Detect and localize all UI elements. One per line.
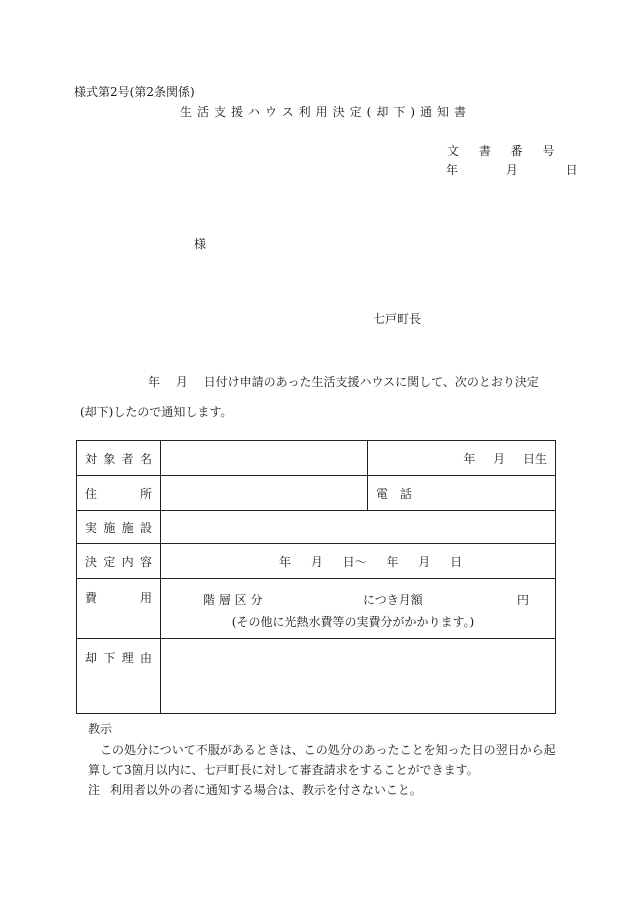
- cost-unit: 円: [517, 593, 530, 607]
- form-number: 様式第2号(第2条関係): [74, 85, 195, 99]
- row-subject: [77, 441, 556, 476]
- cost-monthly-label: につき月額: [363, 593, 423, 607]
- cost-note: (その他に光熱水費等の実費分がかかります。): [231, 615, 475, 629]
- facility-label-cell: [77, 511, 161, 544]
- cost-bracket-label: 階 層 区 分: [203, 593, 263, 607]
- document-title: 生活支援ハウス利用決定(却下)通知書: [180, 105, 472, 119]
- notice-line-1: この処分について不服があるときは、この処分のあったことを知った日の翌日から起: [100, 743, 556, 757]
- row-rejection: [77, 639, 556, 714]
- notice-note: 注 利用者以外の者に通知する場合は、教示を付さないこと。: [88, 783, 422, 797]
- body-line-1: 年 月 日付け申請のあった生活支援ハウスに関して、次のとおり決定: [148, 375, 539, 389]
- cost-field: [161, 579, 556, 639]
- rejection-label-cell: [77, 639, 161, 714]
- row-decision: [77, 544, 556, 579]
- recipient-honorific: 様: [194, 237, 207, 251]
- address-field: [161, 476, 368, 511]
- row-address: [77, 476, 556, 511]
- cost-label-cell: [77, 579, 161, 639]
- doc-number-label: 文 書 番 号: [447, 144, 563, 158]
- subject-label-cell: [77, 441, 161, 476]
- birth-date-field: 年 月 日生: [368, 441, 556, 476]
- subject-label: 対 象 者 名: [85, 451, 152, 466]
- issuer-name: 七戸町長: [373, 312, 422, 326]
- notice-line-2: 算して3箇月以内に、七戸町長に対して審査請求をすることができます。: [88, 763, 479, 777]
- doc-date-label: 年 月 日: [446, 163, 600, 177]
- rejection-field: [161, 639, 556, 714]
- facility-label: 実 施 施 設: [85, 520, 152, 535]
- rejection-label: 却 下 理 由: [85, 651, 152, 665]
- notice-heading: 教示: [88, 722, 113, 736]
- address-label-cell: [77, 476, 161, 511]
- decision-label: 決 定 内 容: [85, 554, 152, 569]
- decision-period: 年 月 日〜 年 月 日: [161, 544, 556, 579]
- body-line-2: (却下)したので通知します。: [80, 405, 233, 419]
- subject-name-field: [161, 441, 368, 476]
- phone-label: 電 話: [376, 486, 412, 501]
- address-label: 住 所: [85, 486, 152, 501]
- cost-label: 費 用: [85, 591, 152, 605]
- decision-table: [76, 440, 556, 714]
- facility-field: [161, 511, 556, 544]
- phone-field: [368, 476, 556, 511]
- row-cost: [77, 579, 556, 639]
- row-facility: [77, 511, 556, 544]
- decision-label-cell: [77, 544, 161, 579]
